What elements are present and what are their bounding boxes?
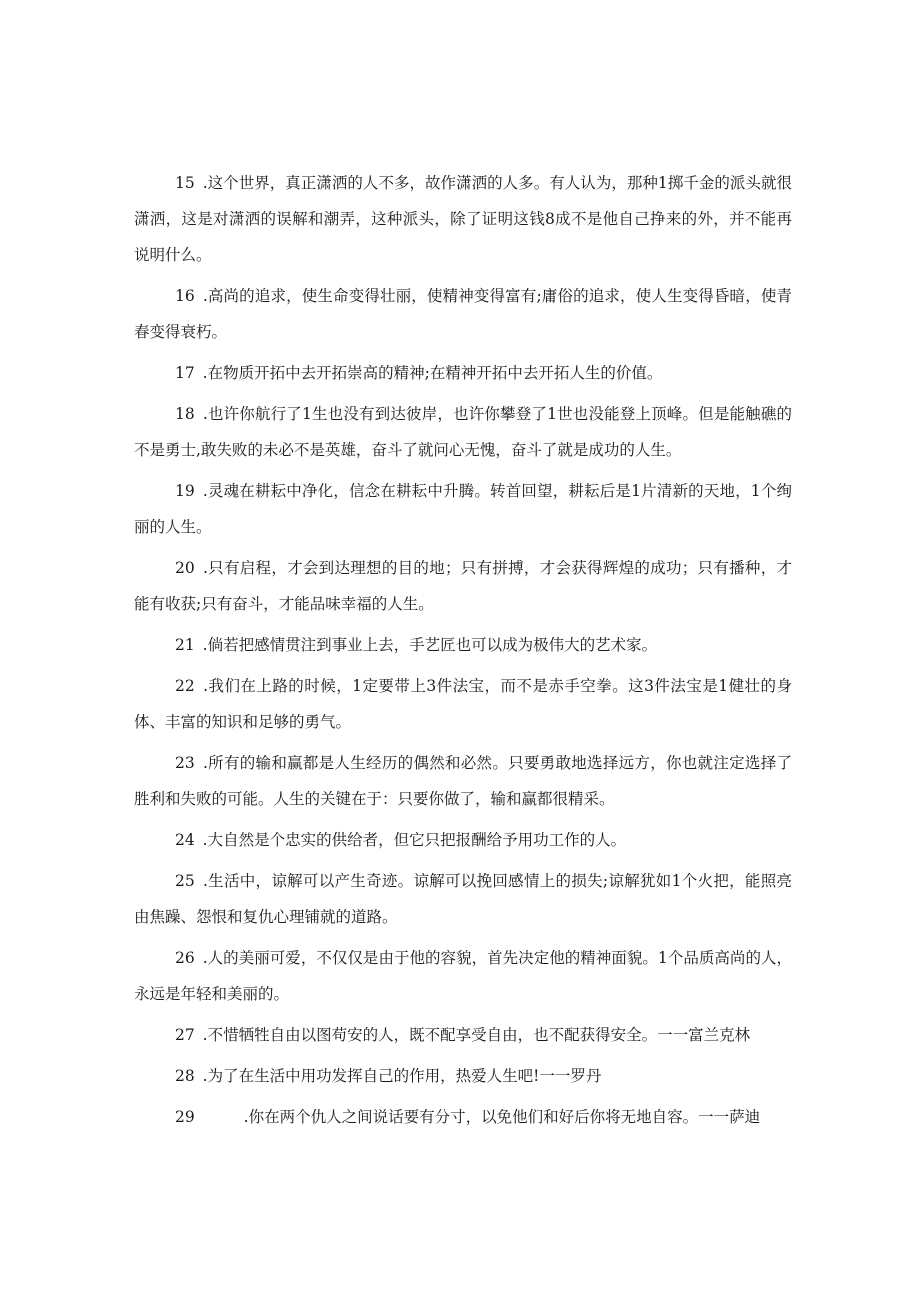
document-body bbox=[134, 165, 792, 1140]
item-number: 16 bbox=[175, 287, 195, 305]
item-text: .灵魂在耕耘中净化，信念在耕耘中升腾。转首回望，耕耘后是1片清新的天地，1个绚丽的人生。 bbox=[134, 482, 792, 536]
list-item bbox=[134, 165, 792, 273]
item-text: .我们在上路的时候，1定要带上3件法宝，而不是赤手空拳。这3件法宝是1健壮的身体、丰富的知识和足够的勇气。 bbox=[134, 677, 792, 731]
item-text: .人的美丽可爱，不仅仅是由于他的容貌，首先决定他的精神面貌。1个品质高尚的人，永远是年轻和美丽的。 bbox=[134, 949, 792, 1003]
list-item bbox=[134, 1099, 792, 1135]
item-number: 18 bbox=[175, 405, 195, 423]
list-item bbox=[134, 668, 792, 740]
item-text: .高尚的追求，使生命变得壮丽，使精神变得富有;庸俗的追求，使人生变得昏暗，使青春变得衰朽。 bbox=[134, 287, 792, 341]
item-number: 23 bbox=[175, 754, 195, 772]
item-number: 28 bbox=[175, 1067, 195, 1085]
item-text: .生活中，谅解可以产生奇迹。谅解可以挽回感情上的损失;谅解犹如1个火把，能照亮由焦躁、怨恨和复仇心理铺就的道路。 bbox=[134, 872, 792, 926]
list-item bbox=[134, 278, 792, 350]
item-text: .倘若把感情贯注到事业上去，手艺匠也可以成为极伟大的艺术家。 bbox=[202, 636, 658, 654]
list-item bbox=[134, 745, 792, 817]
item-number: 17 bbox=[175, 364, 195, 382]
item-number: 27 bbox=[175, 1026, 195, 1044]
item-number: 25 bbox=[175, 872, 195, 890]
list-item bbox=[134, 863, 792, 935]
item-number: 15 bbox=[175, 174, 195, 192]
list-item bbox=[134, 550, 792, 622]
list-item bbox=[134, 627, 792, 663]
item-number: 22 bbox=[175, 677, 195, 695]
list-item bbox=[134, 940, 792, 1012]
item-text: .不惜牺牲自由以图苟安的人，既不配享受自由，也不配获得安全。一一富兰克林 bbox=[202, 1026, 751, 1044]
item-text: .大自然是个忠实的供给者，但它只把报酬给予用功工作的人。 bbox=[202, 831, 627, 849]
item-text: .为了在生活中用功发挥自己的作用，热爱人生吧!一一罗丹 bbox=[202, 1067, 602, 1085]
item-number: 20 bbox=[175, 559, 195, 577]
list-item bbox=[134, 473, 792, 545]
item-number: 21 bbox=[175, 636, 195, 654]
item-text: .只有启程，才会到达理想的目的地；只有拼搏，才会获得辉煌的成功；只有播种，才能有收获;只有奋斗，才能品味幸福的人生。 bbox=[134, 559, 792, 613]
item-number: 29 bbox=[175, 1108, 195, 1126]
item-text: .所有的输和赢都是人生经历的偶然和必然。只要勇敢地选择远方，你也就注定选择了胜利和失败的可能。人生的关键在于：只要你做了，输和赢都很精采。 bbox=[134, 754, 792, 808]
item-text: .在物质开拓中去开拓崇高的精神;在精神开拓中去开拓人生的价值。 bbox=[202, 364, 663, 382]
item-text: .这个世界，真正潇洒的人不多，故作潇洒的人多。有人认为，那种1掷千金的派头就很潇洒，这是对潇洒的误解和潮弄，这种派头，除了证明这钱8成不是他自己挣来的外，并不能再说明什么。 bbox=[134, 174, 792, 264]
list-item bbox=[134, 822, 792, 858]
item-number: 24 bbox=[175, 831, 195, 849]
list-item bbox=[134, 1058, 792, 1094]
list-item bbox=[134, 396, 792, 468]
list-item bbox=[134, 1017, 792, 1053]
item-number: 19 bbox=[175, 482, 195, 500]
item-number: 26 bbox=[175, 949, 195, 967]
item-text: .你在两个仇人之间说话要有分寸，以免他们和好后你将无地自容。一一萨迪 bbox=[243, 1108, 761, 1126]
item-text: .也许你航行了1生也没有到达彼岸，也许你攀登了1世也没能登上顶峰。但是能触礁的不是勇士,敢失败的未必不是英雄，奋斗了就问心无愧，奋斗了就是成功的人生。 bbox=[134, 405, 792, 459]
list-item bbox=[134, 355, 792, 391]
